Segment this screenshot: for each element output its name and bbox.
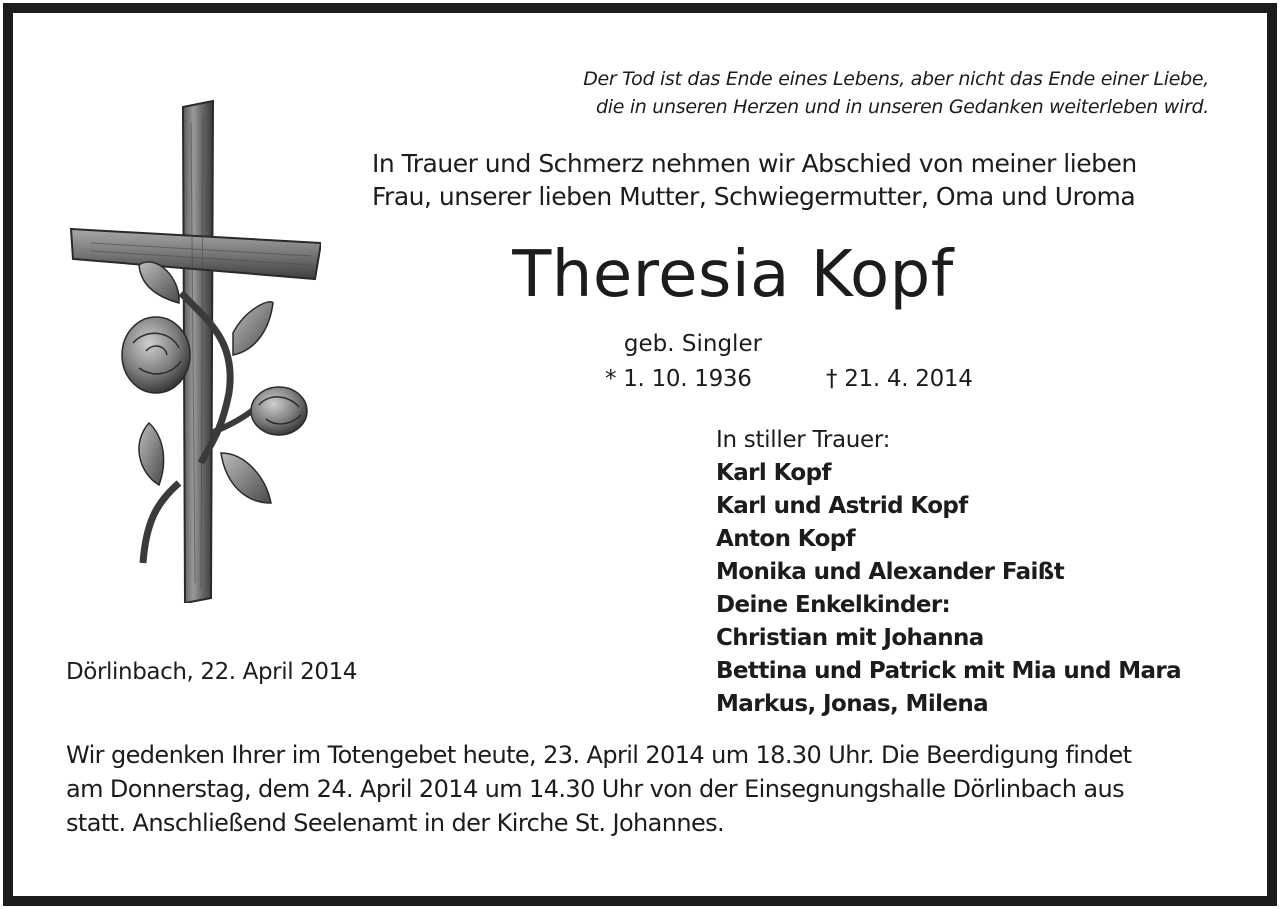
funeral-notice (66, 738, 1132, 840)
mourner-name: Karl und Astrid Kopf (716, 493, 968, 519)
obituary-notice (3, 3, 1277, 906)
mourners-list (716, 457, 1181, 721)
notice-line-1: Wir gedenken Ihrer im Totengebet heute, 23. April 2014 um 18.30 Uhr. Die Beerdigung findet (66, 741, 1132, 769)
intro-line-1: In Trauer und Schmerz nehmen wir Abschied von meiner lieben (372, 149, 1137, 178)
quote-line-1: Der Tod ist das Ende eines Lebens, aber nicht das Ende einer Liebe, (583, 68, 1209, 90)
mourner-name: Markus, Jonas, Milena (716, 691, 989, 717)
deceased-name: Theresia Kopf (512, 238, 954, 312)
birth-date: * 1. 10. 1936 (605, 366, 752, 392)
notice-line-3: statt. Anschließend Seelenamt in der Kirche St. Johannes. (66, 809, 725, 837)
intro-line-2: Frau, unserer lieben Mutter, Schwiegermutter, Oma und Uroma (372, 182, 1136, 211)
mourner-name: Karl Kopf (716, 460, 831, 486)
mourner-name: Monika und Alexander Faißt (716, 559, 1065, 585)
death-date: † 21. 4. 2014 (826, 366, 973, 392)
cross-with-roses-icon (61, 93, 321, 603)
mourners-label: In stiller Trauer: (716, 427, 891, 453)
intro-text (372, 147, 1137, 213)
mourner-name: Bettina und Patrick mit Mia und Mara (716, 658, 1182, 684)
mourner-name: Deine Enkelkinder: (716, 592, 951, 618)
place-date: Dörlinbach, 22. April 2014 (66, 659, 358, 685)
mourner-name: Christian mit Johanna (716, 625, 984, 651)
birth-name: geb. Singler (623, 331, 763, 357)
quote-line-2: die in unseren Herzen und in unseren Gedanken weiterleben wird. (595, 96, 1209, 118)
notice-line-2: am Donnerstag, dem 24. April 2014 um 14.30 Uhr von der Einsegnungshalle Dörlinbach aus (66, 775, 1125, 803)
memorial-quote (469, 65, 1209, 121)
mourner-name: Anton Kopf (716, 526, 856, 552)
